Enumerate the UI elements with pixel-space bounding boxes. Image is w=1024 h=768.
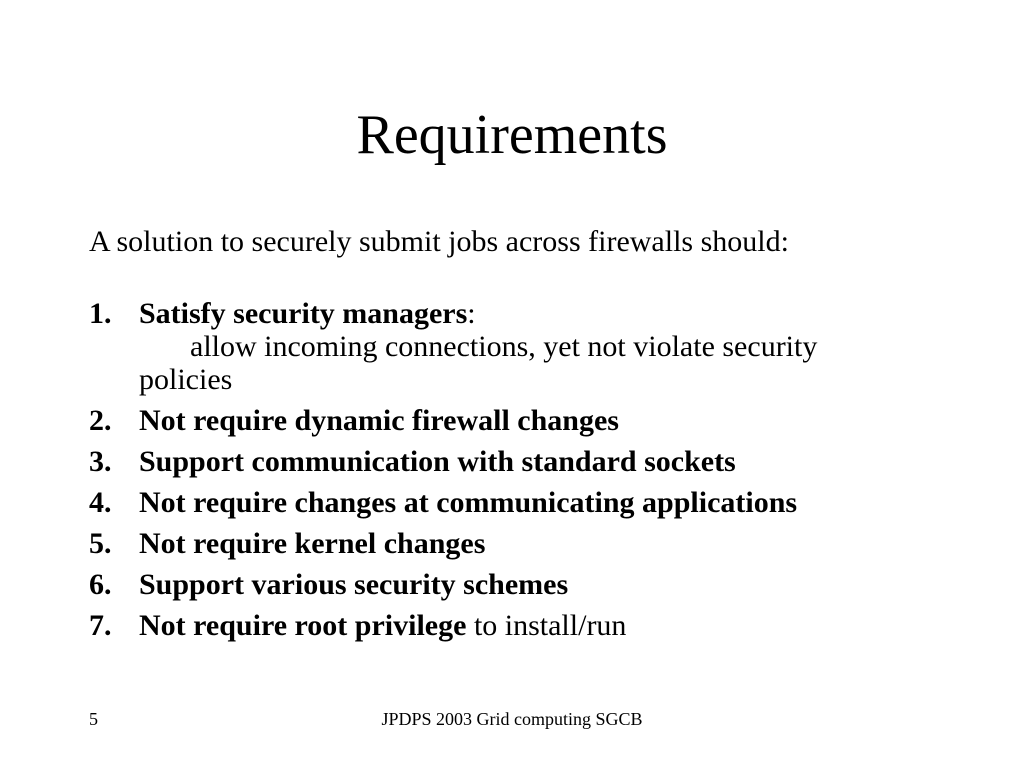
requirement-item-6 bbox=[89, 568, 929, 601]
requirements-list bbox=[89, 297, 929, 650]
requirement-heading: Satisfy security managers bbox=[139, 297, 468, 330]
requirement-number: 7. bbox=[89, 609, 112, 642]
slide-footer-caption: JPDPS 2003 Grid computing SGCB bbox=[381, 709, 643, 729]
requirement-heading: Support various security schemes bbox=[139, 568, 569, 601]
requirement-number: 3. bbox=[89, 445, 112, 478]
requirement-number: 6. bbox=[89, 568, 112, 601]
requirement-suffix: to install/run bbox=[466, 609, 627, 642]
requirement-item-4 bbox=[89, 486, 929, 519]
requirement-detail-continued: policies bbox=[139, 363, 233, 396]
requirement-number: 4. bbox=[89, 486, 112, 519]
slide-page-number: 5 bbox=[89, 709, 98, 729]
requirement-heading: Not require dynamic firewall changes bbox=[139, 404, 619, 437]
requirement-item-7 bbox=[89, 609, 929, 642]
requirement-number: 1. bbox=[89, 297, 112, 330]
requirement-heading: Support communication with standard sockets bbox=[139, 445, 736, 478]
requirement-detail: allow incoming connections, yet not violate security bbox=[190, 330, 818, 363]
requirement-item-3 bbox=[89, 445, 929, 478]
requirement-number: 5. bbox=[89, 527, 112, 560]
requirement-item-5 bbox=[89, 527, 929, 560]
requirement-item-1 bbox=[89, 297, 929, 396]
requirement-item-2 bbox=[89, 404, 929, 437]
requirement-heading: Not require kernel changes bbox=[139, 527, 486, 560]
requirement-heading: Not require root privilege bbox=[139, 609, 467, 642]
intro-text: A solution to securely submit jobs across firewalls should: bbox=[89, 225, 789, 258]
requirement-heading: Not require changes at communicating applications bbox=[139, 486, 798, 519]
slide-title: Requirements bbox=[356, 104, 668, 166]
requirement-number: 2. bbox=[89, 404, 112, 437]
requirement-suffix: : bbox=[467, 297, 476, 330]
